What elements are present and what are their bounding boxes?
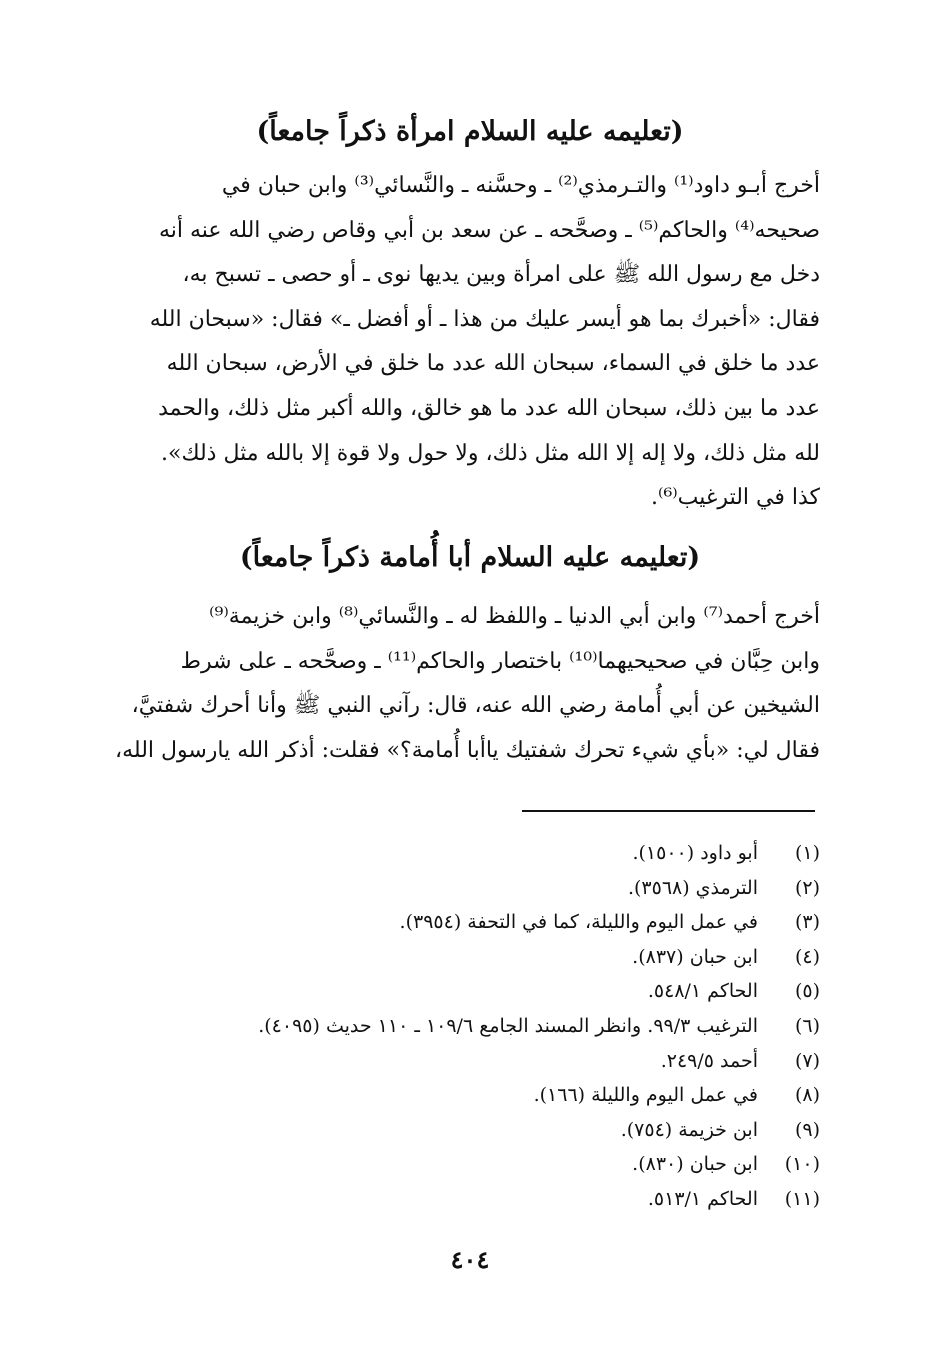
footnote-text: الحاكم ٥١٣/١. (647, 1187, 758, 1210)
page-number: ٤٠٤ (450, 1245, 490, 1274)
section-heading-1: (تعليمه عليه السلام امرأة ذكراً جامعاً) (256, 116, 684, 147)
text-line: الشيخين عن أبي أُمامة رضي الله عنه، قال: رآني النبي ﷺ وأنا أحرك شفتيَّ، (131, 693, 820, 719)
footnote-item (150, 1113, 820, 1148)
footnote-number: (٣) (794, 911, 820, 934)
footnote-number: (١) (794, 842, 820, 864)
footnote-text: أحمد ٢٤٩/٥. (660, 1049, 758, 1072)
footnote-item (150, 905, 820, 940)
text-line: دخل مع رسول الله ﷺ على امرأة وبين يديها نوى ـ أو حصى ـ تسبح به، (182, 262, 820, 288)
footnote-item (150, 940, 820, 975)
footnote-number: (٧) (794, 1049, 820, 1072)
footnotes (150, 836, 820, 1217)
footnote-number: (٤) (794, 945, 820, 968)
footnote-item (150, 1009, 820, 1044)
footnote-number: (٢) (794, 876, 820, 899)
footnote-number: (٩) (794, 1118, 820, 1141)
text-line: كذا في الترغيب⁽⁶⁾. (651, 485, 820, 511)
footnote-text: في عمل اليوم والليلة (١٦٦). (533, 1084, 758, 1107)
footnote-item (150, 836, 820, 871)
footnote-divider (522, 810, 815, 812)
footnote-text: ابن خزيمة (٧٥٤). (620, 1118, 758, 1141)
footnote-item (150, 871, 820, 906)
footnote-text: في عمل اليوم والليلة، كما في التحفة (٣٩٥٤). (399, 911, 758, 934)
footnote-text: ابن حبان (٨٣٧). (632, 945, 758, 968)
footnote-text: الحاكم ٥٤٨/١. (647, 980, 758, 1003)
section-heading-2: (تعليمه عليه السلام أبا أُمامة ذكراً جامعاً) (239, 542, 701, 573)
footnote-number: (٨) (794, 1084, 820, 1107)
footnote-text: الترغيب ٩٩/٣. وانظر المسند الجامع ١٠٩/٦ ـ ١١٠ حديث (٤٠٩٥). (258, 1014, 758, 1037)
footnote-item (150, 1078, 820, 1113)
text-line: وابن حِبَّان في صحيحيهما⁽¹⁰⁾ باختصار والحاكم⁽¹¹⁾ ـ وصحَّحه ـ على شرط (180, 648, 820, 674)
section-1-paragraph (120, 164, 820, 521)
section-2-paragraph (115, 595, 820, 773)
footnote-item (150, 974, 820, 1009)
footnote-text: ابن حبان (٨٣٠). (632, 1153, 758, 1176)
text-line: لله مثل ذلك، ولا إله إلا الله مثل ذلك، ولا حول ولا قوة إلا بالله مثل ذلك». (160, 440, 820, 466)
footnote-number: (١١) (784, 1187, 820, 1210)
footnote-number: (١٠) (784, 1153, 820, 1176)
text-line: أخرج أحمد⁽⁷⁾ وابن أبي الدنيا ـ واللفظ له ـ والنَّسائي⁽⁸⁾ وابن خزيمة⁽⁹⁾ (209, 604, 820, 629)
text-line: فقال: «أخبرك بما هو أيسر عليك من هذا ـ أو أفضل ـ» فقال: «سبحان الله (149, 306, 820, 332)
text-line: عدد ما بين ذلك، سبحان الله عدد ما هو خالق، والله أكبر مثل ذلك، والحمد (158, 395, 820, 421)
footnote-text: الترمذي (٣٥٦٨). (627, 876, 758, 899)
text-line: أخرج أبـو داود⁽¹⁾ والتـرمذي⁽²⁾ ـ وحسَّنه ـ والنَّسائي⁽³⁾ وابن حبان في (221, 173, 820, 198)
footnote-number: (٥) (794, 980, 820, 1003)
text-line: عدد ما خلق في السماء، سبحان الله عدد ما خلق في الأرض، سبحان الله (166, 351, 820, 377)
footnote-item (150, 1147, 820, 1182)
footnote-number: (٦) (794, 1014, 820, 1037)
text-line: فقال لي: «بأي شيء تحرك شفتيك ياأبا أُمامة؟» فقلت: أذكر الله يارسول الله، (115, 737, 820, 763)
footnote-item (150, 1182, 820, 1217)
text-line: صحيحه⁽⁴⁾ والحاكم⁽⁵⁾ ـ وصحَّحه ـ عن سعد بن أبي وقاص رضي الله عنه أنه (158, 217, 820, 243)
footnote-text: أبو داود (١٥٠٠). (632, 842, 758, 864)
footnote-item (150, 1044, 820, 1079)
